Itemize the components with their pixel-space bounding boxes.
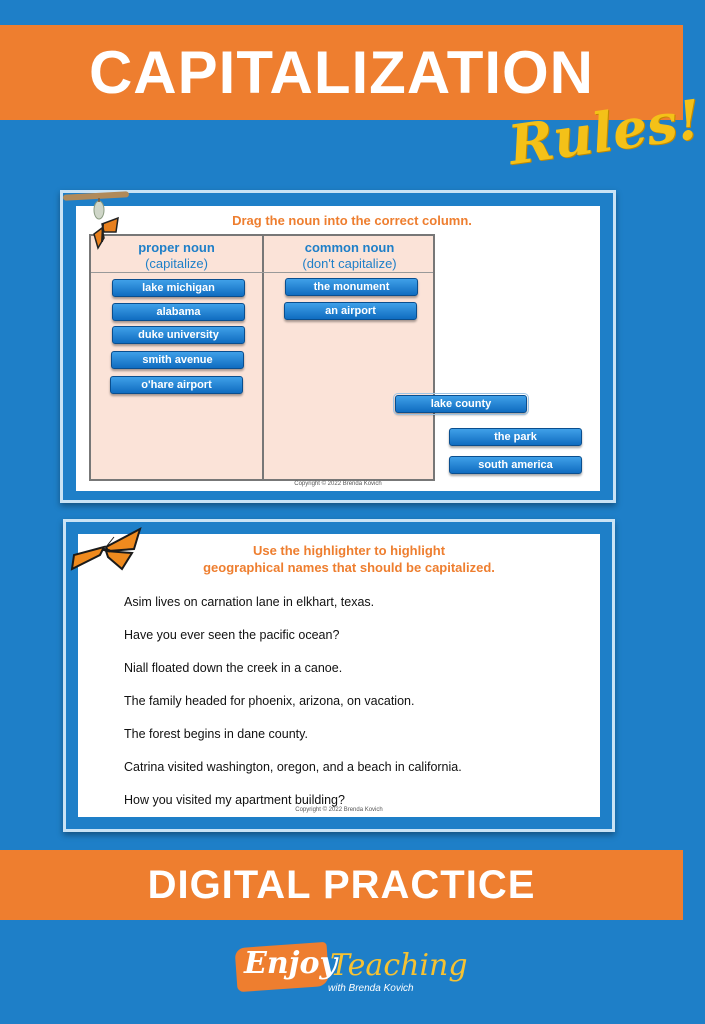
- slide-instruction: [78, 542, 600, 576]
- highlighter-slide: [63, 519, 615, 832]
- butterfly-icon: [68, 525, 144, 575]
- slide-canvas: [78, 534, 600, 817]
- copyright: Copyright © 2022 Brenda Kovich: [295, 807, 383, 813]
- subtitle-banner: [0, 850, 683, 920]
- logo-enjoy: Enjoy: [244, 946, 337, 981]
- noun-chip[interactable]: alabama: [112, 303, 245, 321]
- noun-chip[interactable]: o'hare airport: [110, 376, 243, 394]
- sentence[interactable]: Catrina visited washington, oregon, and a beach in california.: [124, 760, 462, 774]
- column-title: proper noun: [138, 240, 215, 255]
- sentence[interactable]: Niall floated down the creek in a canoe.: [124, 661, 343, 675]
- logo-teaching: Teaching: [330, 948, 468, 983]
- sentence[interactable]: The family headed for phoenix, arizona, on vacation.: [124, 694, 415, 708]
- column-subtitle: (capitalize): [145, 256, 208, 271]
- instruction-line: Use the highlighter to highlight: [252, 543, 446, 558]
- instruction-line: geographical names that should be capitalized.: [203, 560, 495, 575]
- slide-canvas: [76, 206, 600, 491]
- common-noun-column-header: [264, 240, 435, 271]
- sentence[interactable]: Asim lives on carnation lane in elkhart, texas.: [124, 595, 375, 609]
- enjoy-teaching-logo: [236, 943, 468, 1003]
- logo-byline: with Brenda Kovich: [328, 983, 414, 994]
- noun-chip[interactable]: lake michigan: [112, 279, 245, 297]
- sentence[interactable]: How you visited my apartment building?: [124, 793, 345, 807]
- noun-chip[interactable]: the park: [449, 428, 582, 446]
- slide-instruction: Drag the noun into the correct column.: [232, 213, 472, 228]
- rules-script-title: Rules!: [504, 86, 705, 178]
- drag-sort-slide: [60, 190, 616, 503]
- copyright: Copyright © 2022 Brenda Kovich: [294, 481, 382, 487]
- page-title: CAPITALIZATION: [88, 39, 595, 106]
- noun-chip[interactable]: south america: [449, 456, 582, 474]
- butterfly-chrysalis-icon: [88, 198, 122, 252]
- noun-chip[interactable]: smith avenue: [111, 351, 244, 369]
- noun-chip[interactable]: the monument: [285, 278, 418, 296]
- sentence[interactable]: Have you ever seen the pacific ocean?: [124, 628, 340, 642]
- noun-chip[interactable]: duke university: [112, 326, 245, 344]
- noun-chip-selected[interactable]: lake county: [395, 395, 527, 413]
- header-divider: [91, 272, 433, 273]
- column-title: common noun: [304, 240, 395, 255]
- column-subtitle: (don't capitalize): [302, 256, 397, 271]
- subtitle: DIGITAL PRACTICE: [147, 863, 536, 907]
- noun-chip[interactable]: an airport: [284, 302, 417, 320]
- sentence[interactable]: The forest begins in dane county.: [124, 727, 308, 741]
